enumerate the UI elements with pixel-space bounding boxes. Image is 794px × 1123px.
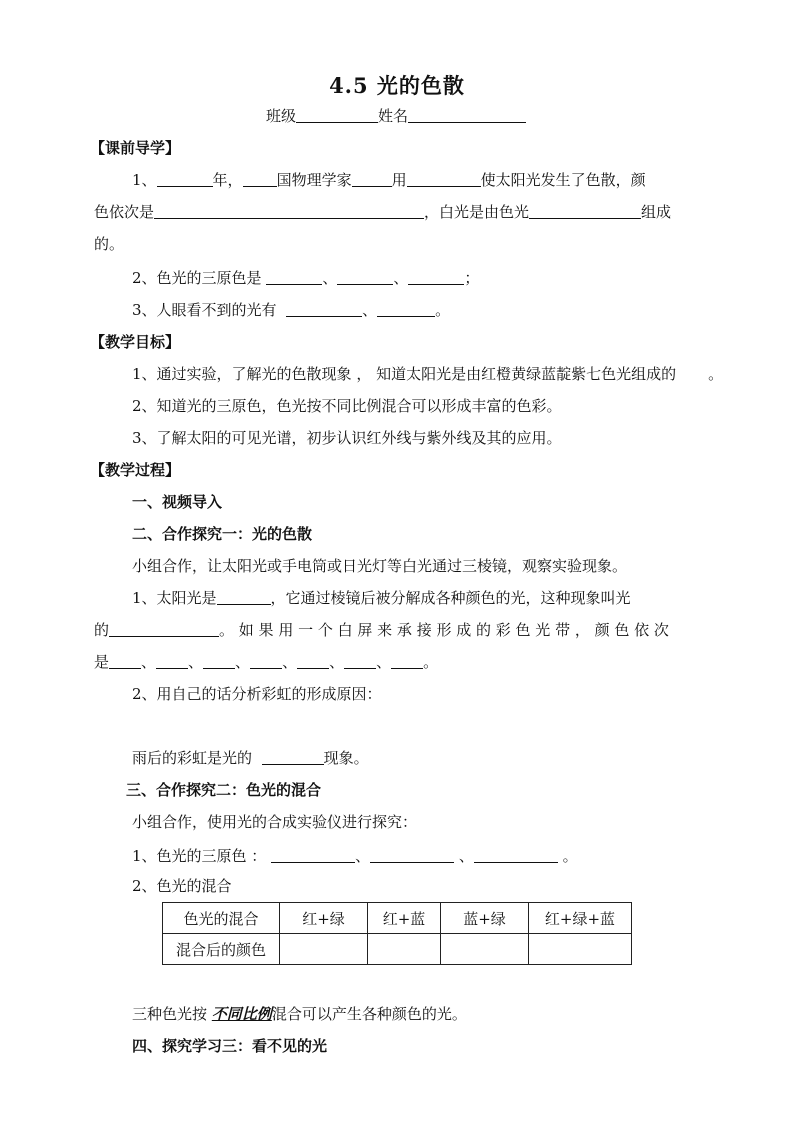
p1-sep-1: 、: [141, 653, 157, 671]
step-color-mixing: 三、合作探究二：色光的混合: [126, 781, 322, 799]
dispersion-intro: 小组合作，让太阳光或手电筒或日光灯等白光通过三棱镜，观察实验现象。: [132, 557, 628, 575]
student-info-line: [266, 106, 526, 126]
section-pre-study: 【课前导学】: [90, 139, 181, 157]
p1-color-blank-7[interactable]: [391, 652, 423, 669]
step-video-intro: 一、视频导入: [132, 493, 223, 511]
step-invisible-light: 四、探究学习三：看不见的光: [132, 1037, 328, 1055]
q3-blank-1[interactable]: [286, 300, 362, 317]
dispersion-q1-line3: [94, 652, 438, 672]
q1-text-dispersion: 使太阳光发生了色散，颜: [480, 171, 646, 189]
q1-physicist-blank[interactable]: [352, 170, 392, 187]
m1-blank-3[interactable]: [474, 846, 558, 863]
color-mixing-table: [162, 902, 632, 965]
dispersion-q1-line2: [94, 620, 669, 640]
step-dispersion: 二、合作探究一：光的色散: [132, 525, 313, 543]
q1-composed-blank[interactable]: [529, 202, 641, 219]
q1-text-physicist: 国物理学家: [276, 171, 352, 189]
q1-text-use: 用: [391, 171, 407, 189]
p1-color-blank-3[interactable]: [203, 652, 235, 669]
rainbow-question: 2、用自己的话分析彩虹的形成原因：: [132, 685, 382, 703]
table-header-cell: 红+蓝: [368, 903, 441, 934]
q1-tool-blank[interactable]: [407, 170, 481, 187]
q2-sep-1: 、: [322, 269, 338, 287]
section-process: 【教学过程】: [90, 461, 181, 479]
p1-phenomenon-blank[interactable]: [109, 620, 219, 637]
conclusion-text: 三种色光按: [132, 1005, 208, 1023]
p1-color-blank-1[interactable]: [109, 652, 141, 669]
m1-blank-2[interactable]: [370, 846, 454, 863]
p1-sep-2: 、: [188, 653, 204, 671]
p1-color-blank-4[interactable]: [250, 652, 282, 669]
mixing-conclusion: [132, 1004, 467, 1024]
pre-q1-line1: [132, 170, 646, 190]
q3-text: 3、人眼看不到的光有: [132, 301, 277, 319]
rainbow-blank[interactable]: [262, 748, 324, 765]
table-header-row: [163, 903, 632, 934]
p1-text-is: 是: [94, 653, 110, 671]
p1-color-blank-6[interactable]: [344, 652, 376, 669]
rainbow-text: 雨后的彩虹是光的: [132, 749, 253, 767]
table-answer-cell[interactable]: [529, 934, 632, 965]
q1-text-white-light: ，白光是由色光: [424, 203, 530, 221]
q1-text-year: 年，: [212, 171, 243, 189]
class-label: 班级: [266, 107, 297, 125]
q2-blank-1[interactable]: [266, 268, 322, 285]
p1-sep-5: 、: [329, 653, 345, 671]
name-label: 姓名: [378, 107, 409, 125]
conclusion-text-end: 混合可以产生各种颜色的光。: [271, 1005, 467, 1023]
table-row-label: 混合后的颜色: [163, 934, 280, 965]
table-answer-cell[interactable]: [368, 934, 441, 965]
m1-sep-2: 、: [454, 847, 474, 865]
p1-sunlight-blank[interactable]: [217, 588, 271, 605]
q2-text: 2、色光的三原色是: [132, 269, 262, 287]
table-header-cell: 蓝+绿: [441, 903, 529, 934]
pre-q1-line2: [94, 202, 671, 222]
pre-q1-line3: 的。: [94, 235, 125, 253]
goal-1-text: 1、通过实验，了解光的色散现象 ， 知道太阳光是由红橙黄绿蓝靛紫七色光组成的: [132, 365, 677, 383]
p1-end: 。: [423, 653, 439, 671]
rainbow-answer: [132, 748, 369, 768]
q1-country-blank[interactable]: [243, 170, 277, 187]
m1-end: 。: [557, 847, 578, 865]
p1-color-blank-2[interactable]: [156, 652, 188, 669]
rainbow-text-end: 现象。: [323, 749, 369, 767]
q2-blank-2[interactable]: [337, 268, 393, 285]
q3-blank-2[interactable]: [377, 300, 435, 317]
q3-sep: 、: [362, 301, 378, 319]
page-title: 4.5 光的色散: [329, 73, 465, 98]
q2-end: ；: [464, 269, 480, 287]
q2-blank-3[interactable]: [408, 268, 464, 285]
p1-text-decomposed: ，它通过棱镜后被分解成各种颜色的光，这种现象叫光: [270, 589, 631, 607]
q1-colors-blank[interactable]: [154, 202, 424, 219]
goal-1: [132, 364, 723, 384]
class-blank[interactable]: [296, 106, 378, 123]
table-row: [163, 934, 632, 965]
p1-sep-6: 、: [376, 653, 392, 671]
pre-q3: [132, 300, 450, 320]
name-blank[interactable]: [408, 106, 526, 123]
dispersion-q1-line1: [132, 588, 631, 608]
q3-end: 。: [435, 301, 451, 319]
q1-text-colors: 色依次是: [94, 203, 155, 221]
p1-text-of: 的: [94, 621, 110, 639]
p1-color-blank-5[interactable]: [297, 652, 329, 669]
primary-colors-question: [132, 846, 578, 866]
p1-text-screen: 。 如 果 用 一 个 白 屏 来 承 接 形 成 的 彩 色 光 带 ， 颜 色 依 次: [219, 621, 669, 639]
table-header-cell: 红+绿: [280, 903, 368, 934]
m1-text: 1、色光的三原色 ：: [132, 847, 267, 865]
q1-year-blank[interactable]: [157, 170, 213, 187]
q2-sep-2: 、: [393, 269, 409, 287]
goal-2: 2、知道光的三原色，色光按不同比例混合可以形成丰富的色彩。: [132, 397, 562, 415]
table-header-cell: 红+绿+蓝: [529, 903, 632, 934]
goal-1-end: 。: [708, 365, 724, 383]
q1-number: 1、: [132, 171, 157, 189]
m1-blank-1[interactable]: [271, 846, 355, 863]
table-answer-cell[interactable]: [441, 934, 529, 965]
conclusion-emphasis: 不同比例: [211, 1005, 272, 1023]
table-answer-cell[interactable]: [280, 934, 368, 965]
p1-sep-3: 、: [235, 653, 251, 671]
pre-q2: [132, 268, 479, 288]
p1-text-sunlight: 1、太阳光是: [132, 589, 217, 607]
mixing-subtitle: 2、色光的混合: [132, 877, 232, 895]
p1-sep-4: 、: [282, 653, 298, 671]
mixing-intro: 小组合作，使用光的合成实验仪进行探究：: [132, 813, 418, 831]
goal-3: 3、了解太阳的可见光谱，初步认识红外线与紫外线及其的应用。: [132, 429, 562, 447]
section-goals: 【教学目标】: [90, 333, 181, 351]
q1-text-composed: 组成: [641, 203, 672, 221]
table-header-cell: 色光的混合: [163, 903, 280, 934]
m1-sep-1: 、: [355, 847, 371, 865]
